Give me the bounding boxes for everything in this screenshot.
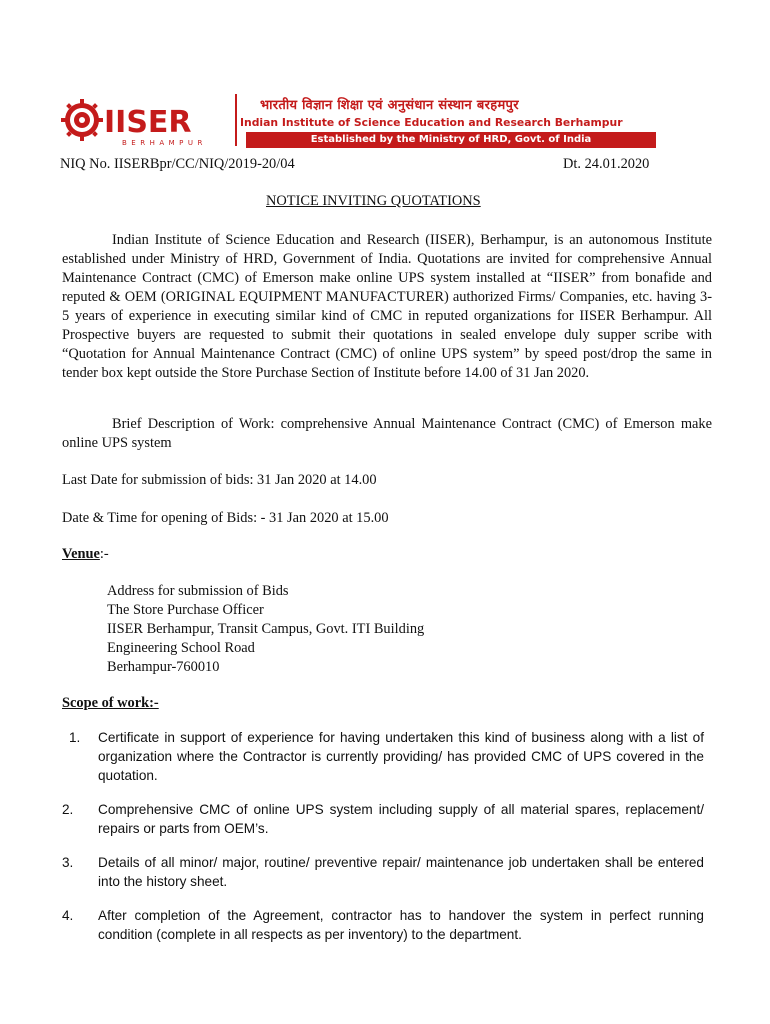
header-divider <box>235 94 237 146</box>
notice-title: NOTICE INVITING QUOTATIONS <box>266 193 481 209</box>
list-item <box>62 906 704 944</box>
list-item-number: 1. <box>69 730 81 745</box>
brief-description: Brief Description of Work: comprehensive Annual Maintenance Contract (CMC) of Emerson make online UPS system <box>62 416 712 451</box>
letterhead <box>60 92 710 152</box>
last-date: Last Date for submission of bids: 31 Jan 2020 at 14.00 <box>62 472 377 488</box>
scope-list <box>62 728 704 959</box>
iiser-logo <box>60 92 230 152</box>
address-line: IISER Berhampur, Transit Campus, Govt. ITI Building <box>107 621 425 637</box>
opening-date: Date & Time for opening of Bids: - 31 Jan 2020 at 15.00 <box>62 510 389 526</box>
niq-number: NIQ No. IISERBpr/CC/NIQ/2019-20/04 <box>60 156 295 172</box>
institute-name-hindi: भारतीय विज्ञान शिक्षा एवं अनुसंधान संस्थान बरहमपुर <box>260 98 519 113</box>
address-line: Address for submission of Bids <box>107 583 289 599</box>
venue-heading <box>62 545 109 564</box>
venue-suffix: :- <box>99 546 109 562</box>
list-item-number: 2. <box>62 802 74 817</box>
list-item-number: 3. <box>62 855 74 870</box>
list-item <box>62 800 704 838</box>
scope-heading: Scope of work:- <box>62 695 159 711</box>
list-item <box>62 728 704 785</box>
venue-label: Venue <box>62 546 100 562</box>
gear-emblem-icon <box>61 99 103 141</box>
list-item-text: Details of all minor/ major, routine/ preventive repair/ maintenance job undertaken shall be entered into the history sheet. <box>98 855 704 889</box>
address-line: Berhampur-760010 <box>107 659 220 675</box>
list-item-text: After completion of the Agreement, contractor has to handover the system in perfect running condition (complete in all respects as per inventory) to the department. <box>98 908 704 942</box>
address-block <box>107 582 424 677</box>
logo-subtext: BERHAMPUR <box>122 139 207 147</box>
logo-wordmark: IISER <box>104 105 192 140</box>
list-item-text: Certificate in support of experience for having undertaken this kind of business along with a list of organization where the Contractor is currently providing/ has provided CMC of UPS covered in the quotation. <box>98 730 704 783</box>
list-item-text: Comprehensive CMC of online UPS system including supply of all material spares, replacement/ repairs or parts from OEM’s. <box>98 802 704 836</box>
intro-paragraph: Indian Institute of Science Education and Research (IISER), Berhampur, is an autonomous Institute established under Ministry of HRD, Government of India. Quotations are invited for comprehensive Annual Maintenance Contract (CMC) of Emerson make online UPS system installed at “IISER” from bonafide and reputed & OEM (ORIGINAL EQUIPMENT MANUFACTURER) authorized Firms/ Companies, etc. having 3-5 years of experience in executing similar kind of CMC in reputed organizations for IISER Berhampur. All Prospective buyers are requested to submit their quotations in sealed envelope duly supper scribe with “Quotation for Annual Maintenance Contract (CMC) of online UPS system” by speed post/drop the same in tender box kept outside the Store Purchase Section of Institute before 14.00 of 31 Jan 2020. <box>62 232 712 381</box>
address-line: Engineering School Road <box>107 640 255 656</box>
list-item-number: 4. <box>62 908 74 923</box>
established-banner: Established by the Ministry of HRD, Govt. of India <box>246 132 656 148</box>
notice-date: Dt. 24.01.2020 <box>563 156 650 172</box>
list-item <box>62 853 704 891</box>
address-line: The Store Purchase Officer <box>107 602 264 618</box>
institute-name-english: Indian Institute of Science Education and Research Berhampur <box>240 116 623 129</box>
